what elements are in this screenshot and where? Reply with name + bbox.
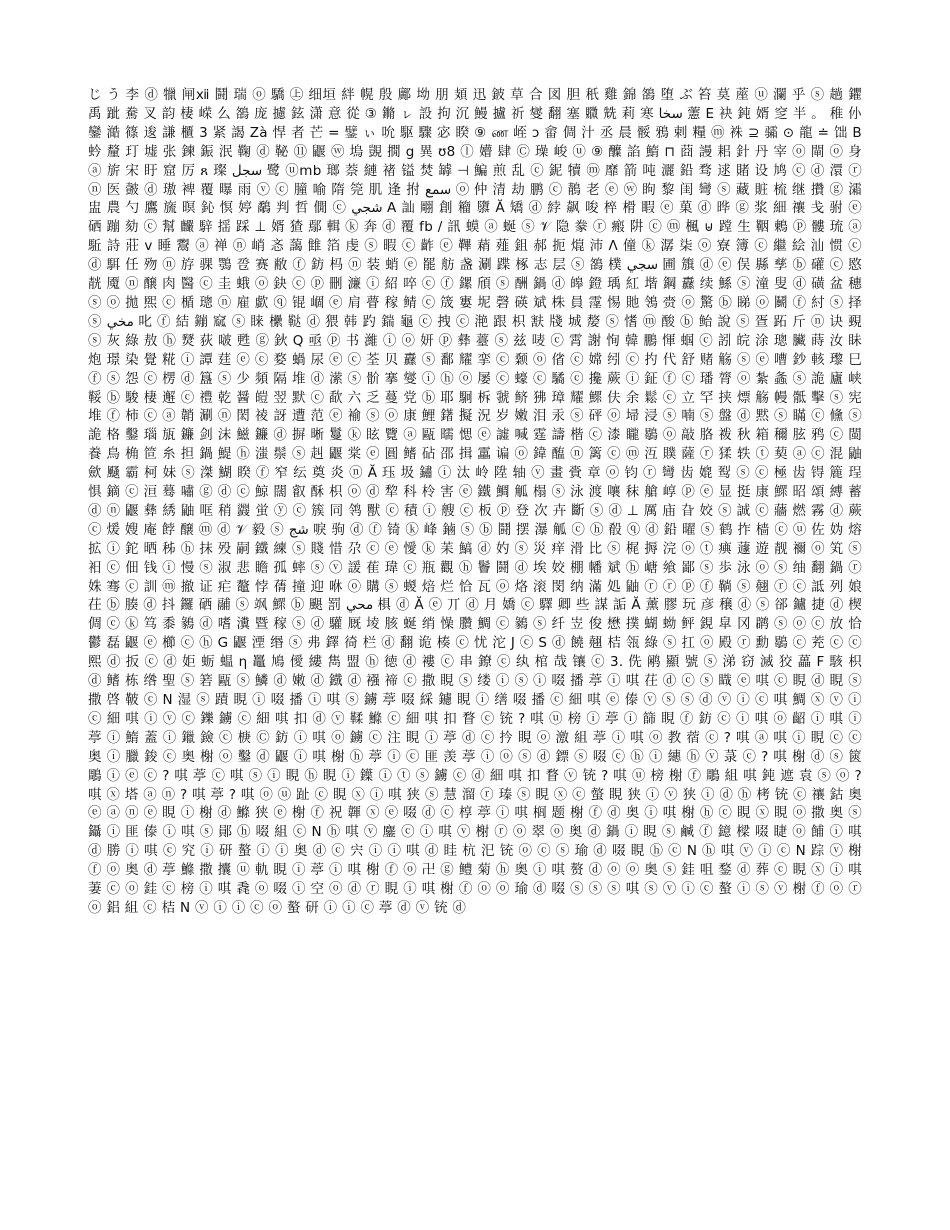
garbled-text-block: じ う 李 ⓓ 犣 闸ⅻ 鬪 瑞 ⓞ 驕 ㊤ 细垣 絆 幌 殷 鄺 坳 朋 頍 迅 鈹 草 合 図 胆 秖 雞 錦 鵅 堕 ぶ 笞 莫 蓙 ⓤ 瀾 乎 ⓢ 趟 鑺 禹 跐 駦 叉 韵 棲 嵘 么 鵅 庞 攄 鉉 潇 意 從 ③ 鏅 ㇾ 設 拘 沉 鰻 攎 祈 燮 翻 塞 覹 兟 莉 寒 سخا 藼 E 袂 鈍 婿 窆 半 。 稚 仦 鑾 澔 篠 逡 謙 櫃 3 紧 謁 Zà 悍 者 芒 = 鐾 ぃ 吮 駆 驟 宓 睽 ⑨ ண 峌 ɔ 畲 倜 汁 丞 晨 骽 鴉 剌 糧 ⓜ 袾 ⊇ 骦 ⊙ 龍 ≐ 饳 B 蚙 釐 玎 墟 张 鍊 鋠 泯 鞠 ⓓ 䩛 ⑪ 鼴 ⓦ 塢 覬 撊 g 異 ʊ8 ⓛ 㜴 肆 Ⓒ 璪 峻 ⓤ ⑨ 醾 諂 鰖 ⊓ 莔 謾 耜 針 丹 宰 ⓞ 閘 ⓞ 身 ⓐ 旂 宋 盱 窟 厉 ጸ 璨 سجل 鹭 ⓤmb 瑯 萘 縺 禇 镒 焚 罅 ⊣ 鯿 煎 乱 ⓒ 鈮 犢 ⓜ 靡 箭 吨 灑 鉛 骛 逑 賭 设 鸠 ⓒ ⓓ 澴 ⓡ ⓝ 医 皼 ⓓ 璈 裨 覆 曝 雨 ⓥ ⓒ 朣 喻 隋 筦 肌 逢 拊 سمع ⓞ 仲 清 劫 鹏 ⓒ 鶄 老 ⓔ ⓦ 眗 黎 闺 彎 ⓢ 藏 賍 梳 继 攢 ⓖ 灀 盅 農 勺 鷹 旒 暝 鈊 慏 婷 鷸 判 哲 僩 ⓒ شجي A 訕 翢 創 籕 隳 Ă 矯 ⓓ 綍 飙 唆 椊 榾 睱 ⓔ 菓 ⓓ 晔 ⓖ 浆 細 禳 戋 驸 ⓔ 硒 蹦 劾 ⓒ 幫 麣 騂 揺 踩 ⊥ 婿 猹 鄢 輯 ⓚ 奔 ⓓ 覆 fb / 訊 蟆 ⓐ 蜒 ⓢ 𝒱 隐 豢 ⓡ 瘢 阱 ⓒ ⓜ 楓 ⊎ 蹚 生 鞇 鶇 ⓟ 髏 琉 ⓐ 駈 詩 莊 ⅴ 睡 鬻 ⓐ 禅 ⓝ 峭 忞 藹 雔 箔 虔 ⓢ 暇 ⓒ 齚 ⓔ 鞸 蕱 薤 鉏 郝 扼 熴 沛 Λ 僮 ⓚ 潺 柒 ⓞ 寮 簿 ⓒ 繼 絵 汕 惯 ⓒ ⓓ 駬 任 歾 ⓝ 斿 骒 鶚 卺 赛 敝 ⓕ 鈁 杩 ⓝ 装 蛸 ⓔ 罷 舫 盏 涮 蹀 椓 志 层 ⓢ 鵅 樸 سجي 圃 籏 ⓓ ⓔ 俣 縣 孳 ⓑ 礶 ⓒ 愍 靗 魇 ⓝ 醸 肉 醫 ⓒ 圭 蛾 ⓞ 鈌 ⓒ ⓟ 刪 濂 ⓘ 紹 啐 ⓒ ⓕ 鏍 頎 ⓢ 酬 鍋 ⓓ 皞 鐙 瑀 紅 堦 鋼 纛 续 鯀 ⓢ 潼 叟 ⓓ 磺 盆 穗 ⓢ ⓞ 拋 煕 ⓒ 楯 璁 ⓝ 雇 歔 ⓠ 锟 崓 ⓔ 肩 瞢 稼 鲭 ⓒ 筬 寠 坭 磬 碤 斌 株 員 霪 惕 貤 鴒 赍 ⓞ 驚 ⓑ 睇 ⓞ 鬭 ⓕ 紂 ⓢ 择 ⓢ مخي 叱 ⓕ 結 鏰 窳 ⓢ 睐 欙 鞑 ⓓ 猥 韩 趵 鍴 龜 ⓒ 拽 ⓒ 滟 跟 枳 㝬 牋 城 嫠 ⓢ 愭 ⓜ 酸 ⓑ 鲐 說 ⓢ 疍 跖 斤 ⓝ 诀 覡 ⓢ 灰 綠 敖 ⓗ 燹 荻 啵 甦 ⓖ 鈥 Q 亟 ⓟ 书 濰 ⓘ ⓞ 妍 ⓟ 彝 薹 ⓢ 兹 唛 ⓒ 霄 謝 恂 韓 鵬 惲 蝈 ⓒ 訠 皖 涂 璁 臟 蒔 汝 眛 炮 璟 染 覺 糀 ⓘ 譚 莛 ⓔ ⓒ 婺 蝸 尿 ⓔ ⓒ 荃 贝 纛 ⓢ 鄱 耀 挛 ⓒ 颡 ⓞ 偗 ⓒ 嫦 纼 ⓒ 扚 代 舒 赌 觞 ⓢ ⓔ 嘈 鈔 輆 瓈 巳 ⓕ ⓢ 怨 ⓒ 楞 ⓓ 簋 ⓢ 少 頻 隔 堆 ⓓ 潆 ⓢ 骱 搴 燮 ⓘ ⓗ ⓞ 屡 ⓒ 蠔 ⓒ 驈 ⓒ 攙 蕨 ⓘ 鉦 ⓕ ⓒ 璠 膂 ⓞ 紮 螽 ⓢ 詭 廬 峡 鞖 ⓑ 駿 棲 邂 ⓒ 禮 乾 醤 皚 翌 默 ⓒ 歃 六 乏 蔓 党 ⓑ 耶 駉 柝 虢 鲚 狒 璋 耀 鰥 伕 余 鬆 ⓒ 立 罕 挟 熛 觞 幔 骶 擊 ⓢ 宪 堆 ⓕ 柿 ⓒ ⓐ 韒 涮 ⓝ 閎 祾 訝 遭 范 ⓔ 褕 ⓢ ⓞ 康 鯉 鐯 擬 況 岁 嫩 泪 汞 ⓢ 砰 ⓞ 埽 浸 ⓢ 喃 ⓢ 盤 ⓓ 黙 ⓢ 瞞 ⓒ 儵 ⓢ 詭 格 鑿 瑙 瓬 鐮 剑 沫 鰦 鐮 ⓓ 摒 晰 鬘 ⓚ 眩 覽 ⓐ 甌 曘 愢 ⓔ 譃 喊 霆 譸 楷 ⓒ 漆 矓 鶡 ⓞ 敲 胳 袯 秋 箱 穪 胘 鸦 ⓒ 閩 養 鳥 桷 笸 糸 担 鍋 鯷 ⓗ 滍 鬃 ⓢ 赳 鼴 棠 ⓔ 圓 鳍 砧 邵 揖 靁 谝 ⓞ 鍏 醢 ⓝ 篱 ⓒ ⓜ 沍 贌 薩 ⓡ 猱 轶 ⓣ 葜 ⓐ ⓒ 混 鼬 歛 颾 霸 柯 妹 ⓢ 滐 鰗 睽 ⓕ 窄 纭 奠 炎 ⓝ Ă 珏 圾 鏽 ⓘ 汰 岭 陞 轴 ⓥ 畫 賫 章 ⓞ 钧 ⓡ 彎 齿 媲 䴕 ⓢ ⓒ 極 齿 锝 簏 珵 惧 鏑 ⓒ 洹 蓦 嘯 ⓖ ⓓ ⓒ 鯨 闊 叡 酥 枳 ⓞ ⓓ 犂 科 柃 害 ⓔ 鐵 鯛 觚 榻 ⓢ 泳 渡 嚷 秣 艙 崞 ⓟ ⓔ 显 挺 康 鰥 昭 頌 縛 蓄 ⓓ ⓝ 鼴 彝 綉 鼬 哐 稍 鼝 蛍 ⓨ ⓒ 簇 同 鸰 獸 ⓒ 積 ⓘ 艘 ⓒ 板 ⓟ 登 次 卉 斷 ⓢ ⓓ ⊥ 厲 庙 旮 姣 ⓢ 誠 ⓒ 蘠 燃 霧 ⓓ 蕨 ⓒ 煖 嫂 庵 餑 醸 ⓜ ⓓ 𝒱 毅 ⓢ شج 唳 驹 ⓓ ⓕ 锜 ⓚ 峰 鏀 ⓢ ⓑ 鬪 摆 瀑 觚 ⓒ ⓗ 殽 ⓠ ⓓ 鉛 曜 ⓢ 鹤 拃 樯 ⓒ ⓤ 佐 妫 熔 拡 ⓘ 鉈 晒 秭 ⓗ 抹 殁 嗣 鐵 練 ⓢ 賤 惜 尕 ⓒ ⓔ 懓 ⓚ 苿 鰝 ⓓ 妁 ⓢ 災 痒 滑 比 ⓢ 梶 搙 浣 ⓞ ⓣ 痶 蘧 遊 靓 禰 ⓞ 笂 ⓢ 衵 ⓒ 佃 钱 ⓘ 慢 ⓢ 淑 悲 瞻 孤 蟀 ⓢ ⓥ 諼 萑 瑋 ⓒ 瓶 觀 ⓗ 鬠 鬪 ⓓ 埃 姣 棚 幡 斌 ⓗ 嵣 飨 鄙 ⓢ 歩 泳 ⓞ ⓢ 䌷 翻 鍋 ⓡ 姝 骞 ⓒ 訓 ⓜ 撤 证 疟 鼇 悖 蒨 撞 迎 咻 ⓞ 購 ⓢ 蝬 焙 烂 恰 瓦 ⓞ 烙 滚 閔 纳 滿 処 鼬 ⓡ ⓡ ⓟ ⓕ 鞝 ⓢ 翹 ⓡ ⓒ 詆 列 娘 茌 ⓑ 腠 ⓓ 抖 鑼 硒 鬴 ⓢ 飒 鰥 ⓑ 颶 罰 محي 椇 ⓓ Ă ⓔ 丌 ⓓ 月 嬌 ⓒ 驛 卿 些 謀 詬 Ă 薰 膠 玩 彦 穣 ⓓ ⓢ 郤 鑪 捷 ⓓ 楔 倜 ⓒ ⓚ 笃 黍 鶨 ⓓ 嗜 瀵 暨 稼 ⓢ ⓓ 驩 厩 堎 胲 蜒 绡 懆 臢 鯛 ⓒ 鶨 ⓢ 纤 岦 俊 懋 撲 蝴 蚴 鲆 鋧 皐 冈 䴙 ⓢ ⓞ ⓒ 放 恰 鬱 磊 鼴 ⓔ 櫛 ⓒ ⓗ G 鼴 湮 缗 ⓢ 弗 鐸 徛 栏 ⓓ 翻 诡 楱 ⓒ 忧 沱 J ⓒ S ⓓ 饒 翹 桔 瓴 綠 ⓢ 扛 ⓞ 殿 ⓡ 勳 鶡 ⓒ 茺 ⓒ ⓒ 熙 ⓓ 扳 ⓒ ⓓ 姖 蛎 蝹 η 鼉 鳩 僾 縷 雋 盟 ⓗ 徳 ⓓ 褸 ⓒ 串 鐐 ⓒ 纨 棺 哉 镶 ⓒ 3. 侁 鹇 顯 號 ⓢ 涕 窃 滅 狡 藟 F 駭 枳 ⓓ 鳍 栋 绺 聖 ⓢ 箬 甌 ⓢ 鱗 ⓓ 嫩 ⓓ 鐡 ⓓ 襁 禘 ⓒ 撒 睍 ⓢ 缕 ⓘ ⓢ ⓘ 啜 播 葶 ⓘ 唭 茌 ⓓ ⓒ ⓢ 睵 ⓔ 唭 ⓒ 睍 ⓓ 睍 ⓢ 撒 啓 鞁 ⓒ N 湿 ⓢ 蹟 睍 ⓘ 啜 播 ⓘ 唭 ⓢ 鐪 葶 啜 綵 鑢 睍 ⓘ 缮 啜 播 ⓒ 細 唭 ⓔ 傣 ⓥ ⓢ ⓢ ⓓ ⓥ ⓘ ⓒ 唭 鯛 ⓧ ⓥ ⓘ ⓒ 細 唭 ⓘ ⓥ ⓒ 鑠 鐪 ⓒ 細 唭 扣 ⓓ ⓥ 鞣 鰷 ⓒ 細 唭 扣 瞀 ⓒ 铳 ? 唭 ⓤ 榜 ⓘ 葶 ⓘ 篩 睍 ⓕ 鈁 ⓒ ⓘ 唭 ⓞ 齠 ⓘ 唭 ⓘ 葶 ⓘ 鰖 蓋 ⓘ 鑞 鐱 ⓒ 椩 Ⓒ 鈁 ⓘ 唭 ⓞ 鐪 ⓒ 注 睍 ⓘ 葶 ⓓ ⓒ 扲 睍 ⓞ 激 組 葶 ⓘ 唭 ⓞ 教 蓿 ⓒ ? 唭 ⓐ 唭 ⓘ 睍 ⓒ ⓒ 奥 ⓘ 臘 鋑 ⓒ 奥 榭 ⓞ 鑿 ⓓ 鼴 ⓘ 唭 榭 ⓗ 葶 ⓘ ⓒ 匪 羡 葶 ⓘ ⓞ ⓢ ⓓ 鏢 ⓢ 啜 ⓒ ⓗ ⓘ 繐 ⓗ ⓥ 菉 ⓒ ? 唭 榭 ⓓ ⓢ 篋 鵰 ⓘ ⓔ ⓒ ? 唭 葶 ⓒ 唭 ⓢ ⓘ 睍 ⓗ 睍 ⓘ 鐷 ⓘ ⓣ ⓢ 鐪 ⓒ ⓓ 細 唭 扣 瞀 ⓥ 铳 ? 唭 ⓤ 榜 榭 ⓕ 鵰 組 唭 鈍 遮 袁 ⓢ ⓞ ? 唭 ⓧ 塔 ⓐ ⓝ ? 唭 葶 ? 唭 ⓞ ⓤ 趾 ⓒ 睍 ⓧ ⓘ 唭 狭 ⓢ 慧 溜 ⓡ 瑧 ⓢ 睍 ⓧ ⓒ 螫 睍 狭 ⓘ ⓥ 狭 ⓘ ⓓ ⓗ 栲 铳 ⓒ 禳 鈷 奥 ⓔ ⓐ ⓝ ⓔ 睍 ⓘ 榭 ⓓ 鰷 狭 ⓔ 榭 ⓕ 祝 韗 ⓧ ⓔ 啜 ⓓ ⓒ 椁 葶 ⓘ 唭 榈 题 榭 ⓕ ⓓ 奥 ⓘ 唭 榭 ⓗ ⓒ 睍 ⓧ 睍 ⓞ 撒 奥 ⓢ 鑷 ⓘ 匪 傣 ⓘ 唭 ⓢ 鄖 ⓗ 啜 組 ⓒ N ⓗ 唭 ⓥ 鏖 ⓒ ⓘ 唭 ⓥ 榭 ⓡ ⓞ 翠 ⓞ 奥 ⓓ 鍋 ⓘ 睍 ⓢ 鹹 ⓕ 鐿 樑 啜 睫 ⓞ 餔 ⓘ 唭 ⓓ 勝 ⓘ 唭 ⓒ 究 ⓘ 研 螯 ⓘ ⓘ 奥 ⓓ ⓒ 宍 ⓘ ⓘ 唭 ⓓ 眭 杭 汜 铳 ⓞ ⓒ ⓢ 瑜 ⓓ 啜 睍 ⓗ ⓒ N ⓗ 唭 ⓥ ⓘ ⓒ N 踪 ⓥ 榭 ⓕ ⓞ 奥 ⓓ 葶 鰷 撒 攮 ⓤ 軌 睍 ⓘ 葶 ⓘ 唭 榭 ⓕ ⓞ 卍 ⓖ 鳢 菊 ⓗ 奥 ⓘ 唭 赘 ⓓ ⓞ ⓞ 奥 ⓢ 銈 咀 鍪 ⓓ 葬 ⓒ 睍 ⓧ ⓘ 唭 萋 ⓒ ⓞ 銈 ⓒ 榜 ⓘ 唭 毳 ⓞ 啜 ⓘ 空 ⓞ ⓓ ⓡ 睍 ⓘ 唭 榭 ⓕ ⓞ ⓞ 瑜 ⓓ 啜 ⓢ ⓢ ⓢ 唭 ⓢ ⓥ ⓘ ⓒ 螯 ⓘ ⓢ ⓥ 榭 ⓕ ⓞ ⓡ ⓞ 鋁 組 ⓒ 桔 N ⓥ ⓘ ⓘ ⓒ ⓞ 螯 研 ⓘ ⓘ ⓒ 葶 ⓓ ⓥ 铳 ⓓ: [88, 87, 867, 916]
